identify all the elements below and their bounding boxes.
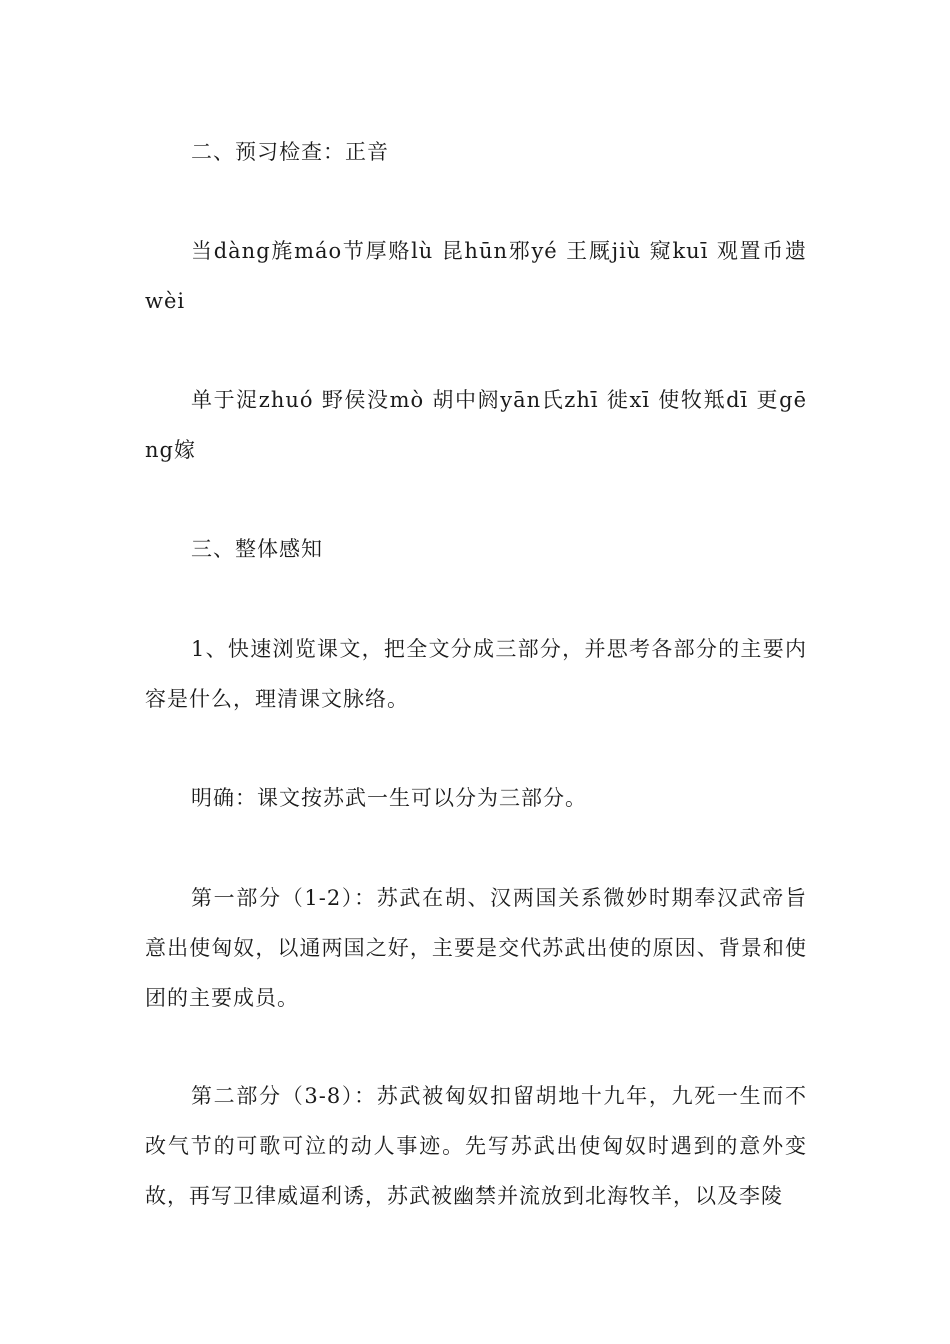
section-heading-preview-check: 二、预习检查：正音 xyxy=(191,140,389,164)
part-one-paragraph: 第一部分（1-2）：苏武在胡、汉两国关系微妙时期奉汉武帝旨意出使匈奴，以通两国之好，主要是交代苏武出使的原因、背景和使团的主要成员。 xyxy=(145,886,807,1010)
task-paragraph: 1、快速浏览课文，把全文分成三部分，并思考各部分的主要内容是什么，理清课文脉络。 xyxy=(145,637,807,711)
pronunciation-line-1: 当dàng旄máo节厚赂lù 昆hūn邪yé 王厩jiù 窥kuī 观置币遗wèi xyxy=(145,239,807,313)
clarification-paragraph: 明确：课文按苏武一生可以分为三部分。 xyxy=(191,786,587,810)
section-heading-overall-perception: 三、整体感知 xyxy=(191,537,323,561)
part-two-paragraph: 第二部分（3-8）：苏武被匈奴扣留胡地十九年，九死一生而不改气节的可歌可泣的动人事迹。先写苏武出使匈奴时遇到的意外变故，再写卫律威逼利诱，苏武被幽禁并流放到北海牧羊，以及李陵 xyxy=(145,1084,807,1208)
pronunciation-line-2: 单于浞zhuó 野侯没mò 胡中阏yān氏zhī 徙xī 使牧羝dī 更gēng嫁 xyxy=(145,388,807,462)
